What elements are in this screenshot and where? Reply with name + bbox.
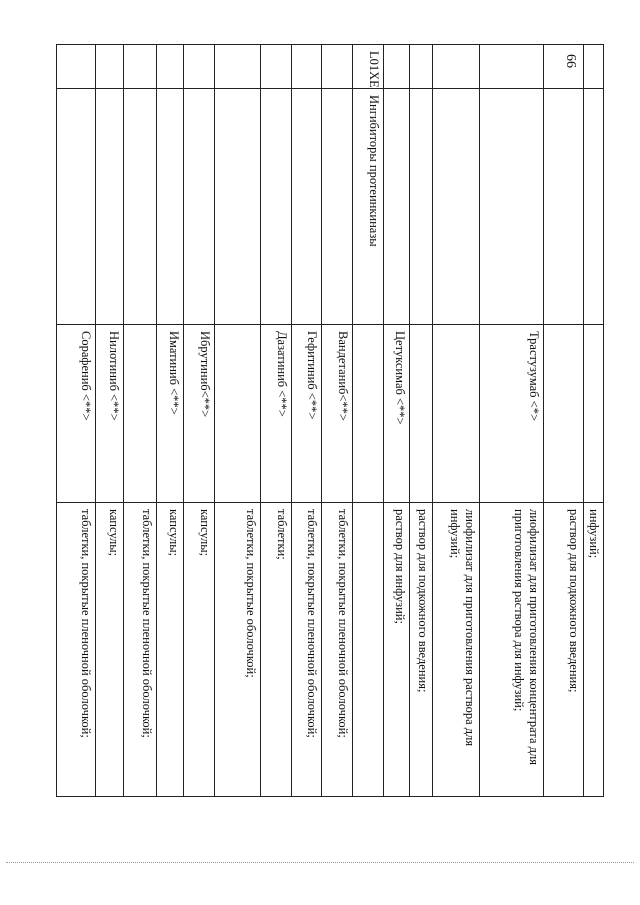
dosage-form-cell: таблетки, покрытые пленочной оболочкой; <box>291 503 322 797</box>
atc-code-cell <box>543 45 583 89</box>
dosage-form-cell: таблетки, покрытые пленочной оболочкой; <box>123 503 157 797</box>
table-row <box>123 45 157 797</box>
page-number: 66 <box>563 54 578 68</box>
group-name-cell <box>157 89 184 325</box>
drug-name-cell: Цетуксимаб <**> <box>383 325 410 503</box>
drug-name-cell: Гефитиниб <**> <box>291 325 322 503</box>
group-name-cell <box>260 89 291 325</box>
drug-name-cell: Дазатиниб <**> <box>260 325 291 503</box>
atc-code-cell: L01XE <box>353 45 384 89</box>
atc-code-cell <box>184 45 215 89</box>
drug-name-cell <box>123 325 157 503</box>
group-name-cell: Ингибиторы протеинкиназы <box>353 89 384 325</box>
dosage-form-cell: лиофилизат для приготовления концентрата для приготовления раствора для инфузий; <box>480 503 544 797</box>
scan-artifact-line <box>6 862 634 864</box>
drug-name-cell <box>410 325 433 503</box>
group-name-cell <box>543 89 583 325</box>
group-name-cell <box>410 89 433 325</box>
atc-code-cell <box>291 45 322 89</box>
dosage-form-cell: раствор для инфузий; <box>383 503 410 797</box>
dosage-form-cell: раствор для подкожного введения; <box>410 503 433 797</box>
table-row <box>184 45 215 797</box>
group-name-cell <box>322 89 353 325</box>
atc-code-cell <box>583 45 603 89</box>
atc-code-cell <box>432 45 479 89</box>
table-row <box>353 45 384 797</box>
drug-name-cell: Сорафениб <**> <box>57 325 96 503</box>
dosage-form-cell: инфузий; <box>583 503 603 797</box>
dosage-form-cell: капсулы; <box>184 503 215 797</box>
atc-code-cell <box>260 45 291 89</box>
group-name-cell <box>432 89 479 325</box>
group-name-cell <box>57 89 96 325</box>
table-row <box>543 45 583 797</box>
dosage-form-cell: таблетки; <box>260 503 291 797</box>
table-row <box>583 45 603 797</box>
drug-name-cell <box>432 325 479 503</box>
drug-name-cell: Нилотиниб <**> <box>96 325 124 503</box>
group-name-cell <box>214 89 260 325</box>
table-row <box>322 45 353 797</box>
dosage-form-cell: таблетки, покрытые оболочкой; <box>214 503 260 797</box>
table-row <box>260 45 291 797</box>
table-row <box>480 45 544 797</box>
dosage-form-cell: таблетки, покрытые пленочной оболочкой; <box>322 503 353 797</box>
drug-name-cell <box>543 325 583 503</box>
group-name-cell <box>291 89 322 325</box>
group-name-cell <box>184 89 215 325</box>
group-name-cell <box>480 89 544 325</box>
drug-name-cell <box>353 325 384 503</box>
atc-code-cell <box>322 45 353 89</box>
table-row <box>214 45 260 797</box>
atc-code-cell <box>214 45 260 89</box>
drug-name-cell: Вандетаниб<**> <box>322 325 353 503</box>
dosage-form-cell <box>353 503 384 797</box>
drug-name-cell <box>583 325 603 503</box>
atc-code-cell <box>383 45 410 89</box>
drug-table <box>56 44 604 797</box>
dosage-form-cell: капсулы; <box>96 503 124 797</box>
atc-code-cell <box>96 45 124 89</box>
group-name-cell <box>583 89 603 325</box>
table-row <box>383 45 410 797</box>
drug-name-cell: Иматиниб <**> <box>157 325 184 503</box>
atc-code-cell <box>157 45 184 89</box>
dosage-form-cell: лиофилизат для приготовления раствора для инфузий; <box>432 503 479 797</box>
atc-code-cell <box>123 45 157 89</box>
atc-code-cell <box>480 45 544 89</box>
drug-name-cell: Ибрутиниб<**> <box>184 325 215 503</box>
group-name-cell <box>96 89 124 325</box>
table-row <box>432 45 479 797</box>
table-row <box>410 45 433 797</box>
rotated-table-container <box>56 44 604 796</box>
drug-name-cell: Трастузумаб <*> <box>480 325 544 503</box>
group-name-cell <box>383 89 410 325</box>
table-row <box>291 45 322 797</box>
dosage-form-cell: раствор для подкожного введения; <box>543 503 583 797</box>
dosage-form-cell: капсулы; <box>157 503 184 797</box>
table-row <box>57 45 96 797</box>
atc-code-cell <box>410 45 433 89</box>
drug-name-cell <box>214 325 260 503</box>
atc-code-cell <box>57 45 96 89</box>
drug-table-body <box>57 45 604 797</box>
table-row <box>96 45 124 797</box>
dosage-form-cell: таблетки, покрытые пленочной оболочкой; <box>57 503 96 797</box>
table-row <box>157 45 184 797</box>
group-name-cell <box>123 89 157 325</box>
